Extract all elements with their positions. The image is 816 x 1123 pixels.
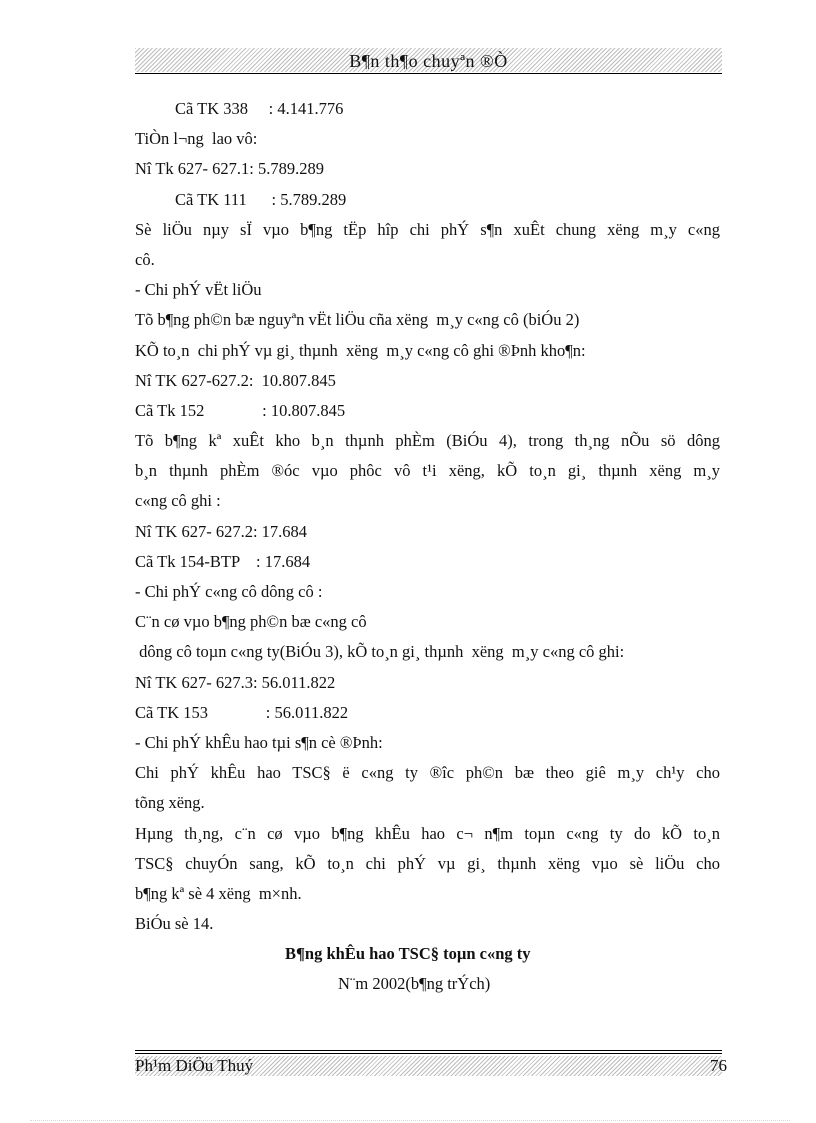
document-body [135, 94, 720, 1000]
text-line: dông cô toµn c«ng ty(BiÓu 3), kÕ to¸n gi¸ thµnh xëng m¸y c«ng cô ghi: [135, 642, 625, 662]
text-line: Cã TK 111 : 5.789.289 [175, 189, 347, 209]
footer-rule [135, 1053, 722, 1054]
page-edge [30, 1120, 790, 1121]
text-line: Hµng th¸ng, c¨n cø vµo b¶ng khÊu hao c¬ n¶m toµn c«ng ty do kÕ to¸n [135, 823, 720, 843]
footer-author: Ph¹m DiÖu Thuý [135, 1056, 254, 1075]
text-line: b¸n thµnh phÈm ®óc vµo phôc vô t¹i xëng, kÕ to¸n gi¸ thµnh xëng m¸y [135, 461, 720, 481]
page-number: 76 [710, 1056, 727, 1075]
text-line: tõng xëng. [135, 793, 205, 813]
text-line: TSC§ chuyÓn sang, kÕ to¸n chi phÝ vµ gi¸ thµnh xëng vµo sè liÖu cho [135, 853, 720, 873]
text-line: Tõ b¶ng kª xuÊt kho b¸n thµnh phÈm (BiÓu 4), trong th¸ng nÕu sö dông [135, 431, 720, 451]
text-line: KÕ to¸n chi phÝ vµ gi¸ thµnh xëng m¸y c«ng cô ghi ®Þnh kho¶n: [135, 340, 586, 360]
text-line: TiÒn l¬ng lao vô: [135, 129, 258, 149]
text-line: BiÓu sè 14. [135, 914, 214, 934]
text-line: Nî TK 627- 627.3: 56.011.822 [135, 672, 336, 692]
footer-rule [135, 1050, 722, 1051]
text-line: Nî TK 627-627.2: 10.807.845 [135, 370, 336, 390]
text-line: Sè liÖu nµy sÏ vµo b¶ng tËp hîp chi phÝ s¶n xuÊt chung xëng m¸y c«ng [135, 219, 720, 239]
text-line: - Chi phÝ c«ng cô dông cô : [135, 582, 323, 601]
text-line: c«ng cô ghi : [135, 491, 221, 511]
text-line: b¶ng kª sè 4 xëng m×nh. [135, 883, 302, 903]
text-line: cô. [135, 249, 155, 269]
header-rule [135, 73, 722, 74]
table-title: B¶ng khÊu hao TSC§ toµn c«ng ty [285, 944, 531, 964]
text-line: Tõ b¶ng ph©n bæ nguyªn vËt liÖu cña xëng m¸y c«ng cô (biÓu 2) [135, 310, 580, 330]
table-subtitle: N¨m 2002(b¶ng trÝch) [338, 974, 491, 994]
text-line: Cã Tk 152 : 10.807.845 [135, 400, 346, 420]
text-line: - Chi phÝ khÊu hao tµi s¶n cè ®Þnh: [135, 732, 383, 752]
page-header-title: B¶n th¶o chuyªn ®Ò [349, 51, 508, 71]
text-line: Cã TK 153 : 56.011.822 [135, 702, 349, 722]
text-line: Nî TK 627- 627.2: 17.684 [135, 521, 308, 541]
text-line: Chi phÝ khÊu hao TSC§ ë c«ng ty ®îc ph©n bæ theo giê m¸y ch¹y cho [135, 763, 720, 783]
text-line: - Chi phÝ vËt liÖu [135, 280, 262, 300]
text-line: C¨n cø vµo b¶ng ph©n bæ c«ng cô [135, 612, 367, 632]
text-line: Cã Tk 154-BTP : 17.684 [135, 551, 311, 571]
text-line: Cã TK 338 : 4.141.776 [175, 99, 344, 118]
text-line: Nî Tk 627- 627.1: 5.789.289 [135, 159, 324, 179]
